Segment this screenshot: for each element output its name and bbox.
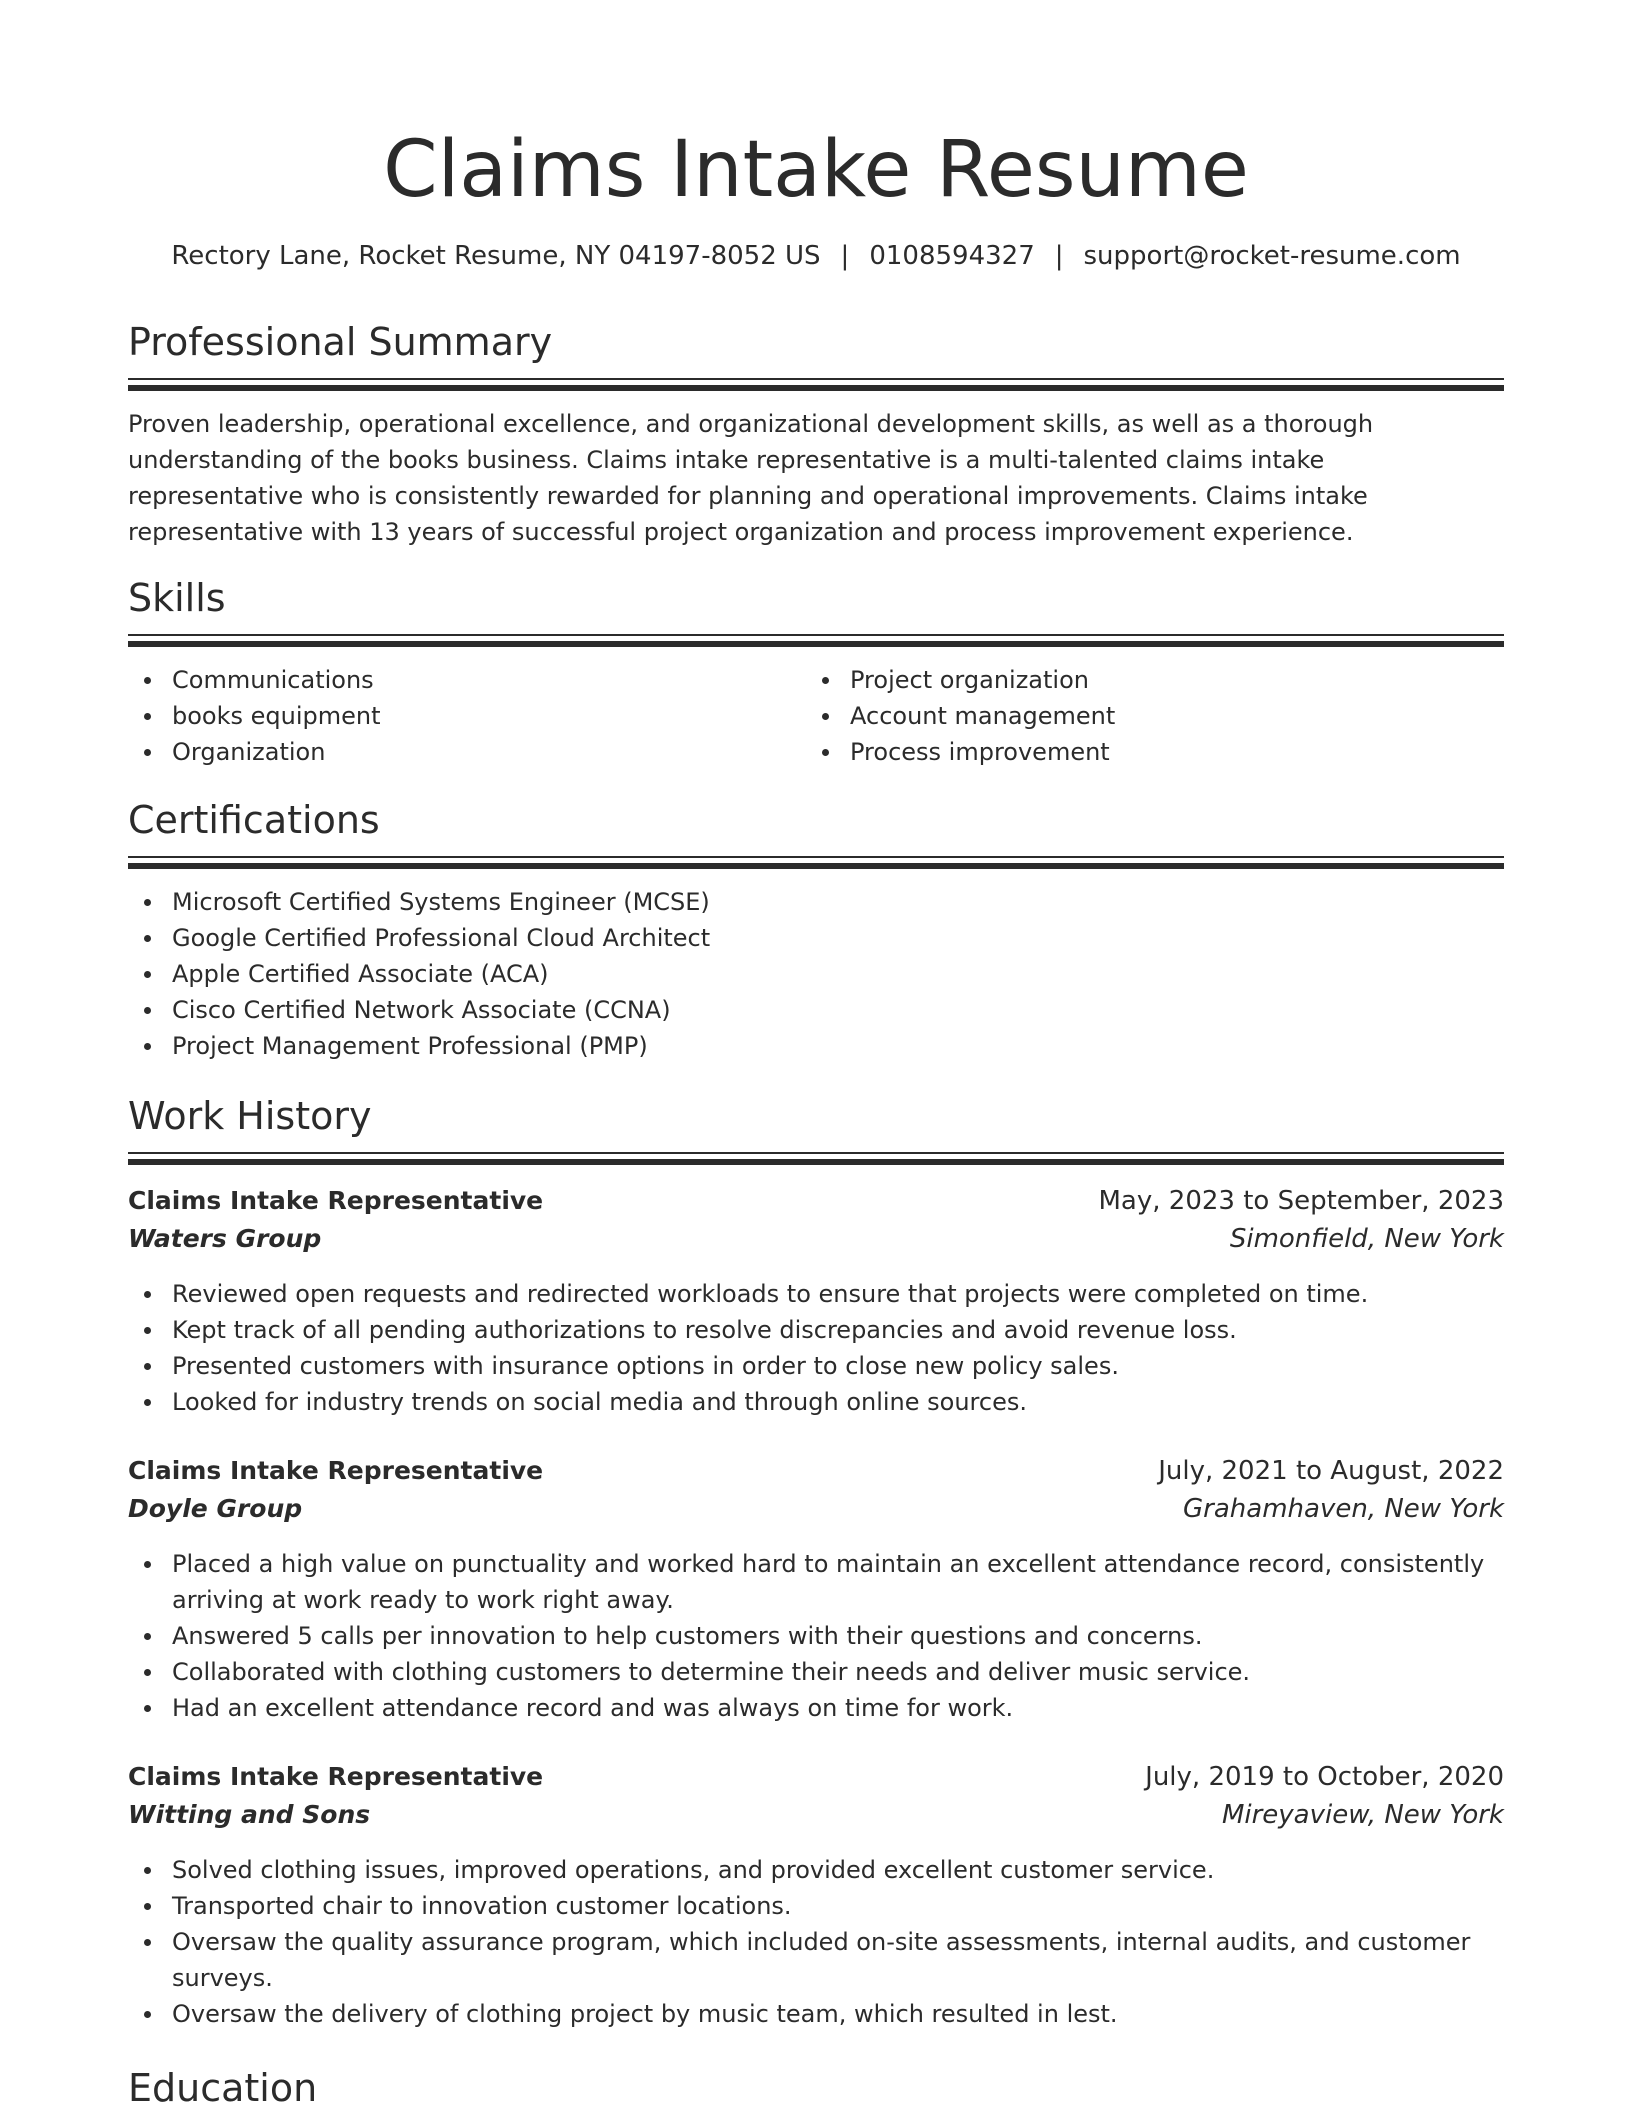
skills-column-left — [128, 662, 806, 770]
job-company: Witting and Sons — [128, 1800, 371, 1829]
list-item: Placed a high value on punctuality and worked hard to maintain an excellent attendance record, consistently arriving at work ready to work right away. — [172, 1546, 1504, 1618]
job-title: Claims Intake Representative — [128, 1186, 544, 1215]
list-item: Project Management Professional (PMP) — [172, 1028, 1504, 1064]
certifications-list — [128, 884, 1504, 1064]
section-divider — [128, 634, 1504, 648]
job-title: Claims Intake Representative — [128, 1762, 544, 1791]
list-item: Looked for industry trends on social media and through online sources. — [172, 1384, 1504, 1420]
section-divider — [128, 856, 1504, 870]
contact-separator: | — [840, 241, 850, 271]
list-item: books equipment — [172, 698, 806, 734]
job-bullets — [128, 1276, 1504, 1420]
contact-email: support@rocket-resume.com — [1083, 241, 1461, 271]
job-dates: July, 2021 to August, 2022 — [1158, 1456, 1504, 1486]
skills-column-right — [806, 662, 1484, 770]
list-item: Account management — [850, 698, 1484, 734]
list-item: Collaborated with clothing customers to determine their needs and deliver music service. — [172, 1654, 1504, 1690]
list-item: Apple Certified Associate (ACA) — [172, 956, 1504, 992]
job-location: Simonfield, New York — [1229, 1224, 1504, 1254]
list-item: Kept track of all pending authorizations to resolve discrepancies and avoid revenue loss. — [172, 1312, 1504, 1348]
list-item: Reviewed open requests and redirected workloads to ensure that projects were completed on time. — [172, 1276, 1504, 1312]
section-education — [128, 2064, 1504, 2112]
list-item: Had an excellent attendance record and was always on time for work. — [172, 1690, 1504, 1726]
contact-line — [128, 238, 1504, 274]
job-dates: May, 2023 to September, 2023 — [1098, 1186, 1504, 1216]
section-title: Skills — [128, 576, 226, 620]
job-entry — [128, 1456, 1504, 1726]
job-location: Grahamhaven, New York — [1183, 1494, 1504, 1524]
job-location: Mireyaview, New York — [1221, 1800, 1504, 1830]
job-bullets — [128, 1546, 1504, 1726]
section-work-history — [128, 1092, 1504, 1166]
list-item: Oversaw the delivery of clothing project by music team, which resulted in lest. — [172, 1996, 1504, 2032]
list-item: Presented customers with insurance options in order to close new policy sales. — [172, 1348, 1504, 1384]
section-professional-summary — [128, 318, 1504, 550]
job-dates: July, 2019 to October, 2020 — [1145, 1762, 1504, 1792]
summary-text: Proven leadership, operational excellence, and organizational development skills, as well as a thorough understanding of the books business. Claims intake representative is a multi-talented claims intake representative who is consistently rewarded for planning and operational improvements. Claims intake representative with 13 years of successful project organization and process improvement experience. — [128, 410, 1374, 546]
list-item: Project organization — [850, 662, 1484, 698]
list-item: Organization — [172, 734, 806, 770]
section-divider — [128, 378, 1504, 392]
list-item: Solved clothing issues, improved operations, and provided excellent customer service. — [172, 1852, 1504, 1888]
job-entry — [128, 1762, 1504, 2032]
list-item: Process improvement — [850, 734, 1484, 770]
list-item: Communications — [172, 662, 806, 698]
contact-address: Rectory Lane, Rocket Resume, NY 04197-8052 US — [171, 241, 821, 271]
section-title: Certifications — [128, 798, 380, 842]
job-entry — [128, 1186, 1504, 1420]
section-divider — [128, 1152, 1504, 1166]
list-item: Google Certified Professional Cloud Architect — [172, 920, 1504, 956]
list-item: Oversaw the quality assurance program, which included on-site assessments, internal audits, and customer surveys. — [172, 1924, 1504, 1996]
resume-title: Claims Intake Resume — [383, 125, 1249, 215]
section-title: Education — [128, 2066, 318, 2110]
job-company: Waters Group — [128, 1224, 322, 1253]
list-item: Transported chair to innovation customer locations. — [172, 1888, 1504, 1924]
section-title: Work History — [128, 1094, 372, 1138]
skills-grid — [128, 662, 1504, 770]
section-certifications — [128, 796, 1504, 1064]
list-item: Cisco Certified Network Associate (CCNA) — [172, 992, 1504, 1028]
contact-phone: 0108594327 — [869, 241, 1035, 271]
section-skills — [128, 574, 1504, 770]
job-title: Claims Intake Representative — [128, 1456, 544, 1485]
list-item: Answered 5 calls per innovation to help customers with their questions and concerns. — [172, 1618, 1504, 1654]
list-item: Microsoft Certified Systems Engineer (MCSE) — [172, 884, 1504, 920]
contact-separator: | — [1054, 241, 1064, 271]
section-title: Professional Summary — [128, 320, 553, 364]
job-bullets — [128, 1852, 1504, 2032]
job-company: Doyle Group — [128, 1494, 303, 1523]
